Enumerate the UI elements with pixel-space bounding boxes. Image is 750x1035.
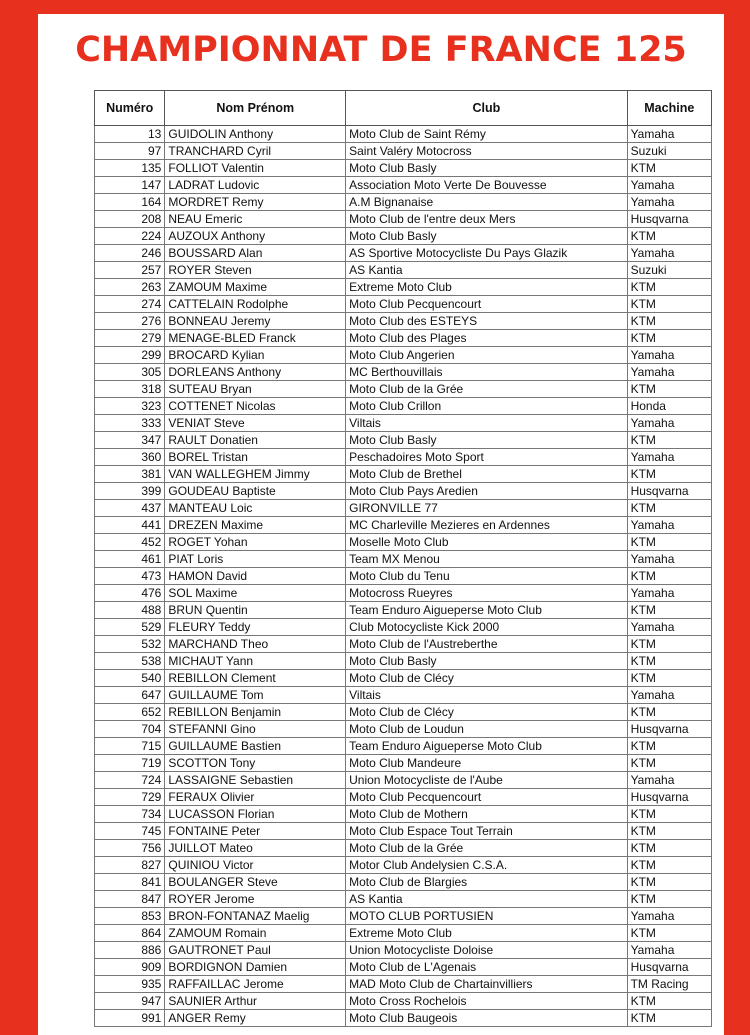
rider-machine: Yamaha [627,772,711,789]
rider-machine: Suzuki [627,143,711,160]
rider-name: COTTENET Nicolas [165,398,346,415]
rider-name: BOULANGER Steve [165,874,346,891]
rider-number: 97 [95,143,165,160]
rider-club: Moto Club de Brethel [346,466,627,483]
rider-club: Union Motocycliste de l'Aube [346,772,627,789]
rider-club: Club Motocycliste Kick 2000 [346,619,627,636]
rider-name: JUILLOT Mateo [165,840,346,857]
rider-name: BRON-FONTANAZ Maelig [165,908,346,925]
rider-number: 847 [95,891,165,908]
rider-club: Moto Club de Blargies [346,874,627,891]
rider-number: 164 [95,194,165,211]
rider-machine: Yamaha [627,942,711,959]
table-row [95,551,712,568]
rider-machine: KTM [627,432,711,449]
table-row [95,211,712,228]
rider-name: BOUSSARD Alan [165,245,346,262]
rider-number: 461 [95,551,165,568]
rider-number: 488 [95,602,165,619]
rider-name: SCOTTON Tony [165,755,346,772]
rider-name: FONTAINE Peter [165,823,346,840]
rider-name: FERAUX Olivier [165,789,346,806]
rider-machine: Yamaha [627,449,711,466]
rider-number: 305 [95,364,165,381]
rider-club: Moto Club Angerien [346,347,627,364]
table-row [95,704,712,721]
table-row [95,245,712,262]
rider-club: Moto Club de Clécy [346,670,627,687]
rider-machine: TM Racing [627,976,711,993]
rider-number: 333 [95,415,165,432]
rider-machine: Husqvarna [627,211,711,228]
rider-number: 886 [95,942,165,959]
table-row [95,1010,712,1027]
table-row [95,347,712,364]
rider-name: ANGER Remy [165,1010,346,1027]
rider-club: Moto Club Pecquencourt [346,296,627,313]
rider-club: Moto Club Basly [346,228,627,245]
rider-machine: Husqvarna [627,959,711,976]
table-row [95,160,712,177]
rider-number: 323 [95,398,165,415]
rider-club: Moto Club du Tenu [346,568,627,585]
rider-club: Peschadoires Moto Sport [346,449,627,466]
rider-machine: Yamaha [627,415,711,432]
rider-name: TRANCHARD Cyril [165,143,346,160]
rider-machine: Husqvarna [627,789,711,806]
rider-machine: KTM [627,925,711,942]
rider-number: 724 [95,772,165,789]
table-row [95,194,712,211]
rider-machine: KTM [627,602,711,619]
table-row [95,619,712,636]
table-row [95,398,712,415]
rider-number: 715 [95,738,165,755]
table-row [95,925,712,942]
rider-number: 734 [95,806,165,823]
rider-club: Team Enduro Aigueperse Moto Club [346,738,627,755]
rider-number: 704 [95,721,165,738]
rider-number: 246 [95,245,165,262]
rider-number: 279 [95,330,165,347]
rider-club: Moto Club Basly [346,653,627,670]
rider-machine: Husqvarna [627,483,711,500]
rider-number: 841 [95,874,165,891]
rider-club: Viltais [346,687,627,704]
rider-machine: KTM [627,330,711,347]
rider-machine: Husqvarna [627,721,711,738]
rider-name: ZAMOUM Romain [165,925,346,942]
table-row [95,993,712,1010]
table-row [95,517,712,534]
rider-name: BRUN Quentin [165,602,346,619]
rider-club: AS Kantia [346,262,627,279]
rider-name: LASSAIGNE Sebastien [165,772,346,789]
table-row [95,364,712,381]
rider-machine: KTM [627,466,711,483]
rider-machine: Yamaha [627,177,711,194]
table-row [95,891,712,908]
rider-name: ZAMOUM Maxime [165,279,346,296]
rider-machine: KTM [627,636,711,653]
rider-name: BORDIGNON Damien [165,959,346,976]
rider-number: 947 [95,993,165,1010]
rider-number: 263 [95,279,165,296]
rider-machine: Yamaha [627,687,711,704]
rider-club: Team MX Menou [346,551,627,568]
rider-name: ROYER Jerome [165,891,346,908]
rider-machine: Yamaha [627,551,711,568]
rider-club: Extreme Moto Club [346,279,627,296]
rider-club: MAD Moto Club de Chartainvilliers [346,976,627,993]
rider-number: 441 [95,517,165,534]
table-row [95,381,712,398]
rider-number: 652 [95,704,165,721]
rider-number: 756 [95,840,165,857]
rider-name: SAUNIER Arthur [165,993,346,1010]
table-row [95,738,712,755]
table-row [95,143,712,160]
rider-club: AS Kantia [346,891,627,908]
rider-club: GIRONVILLE 77 [346,500,627,517]
rider-name: FLEURY Teddy [165,619,346,636]
rider-number: 540 [95,670,165,687]
rider-club: Moto Club de Mothern [346,806,627,823]
table-row [95,568,712,585]
rider-club: Moto Club Mandeure [346,755,627,772]
rider-machine: Yamaha [627,347,711,364]
rider-name: QUINIOU Victor [165,857,346,874]
rider-machine: KTM [627,1010,711,1027]
rider-machine: KTM [627,670,711,687]
rider-name: ROGET Yohan [165,534,346,551]
table-row [95,415,712,432]
rider-name: REBILLON Benjamin [165,704,346,721]
rider-machine: KTM [627,806,711,823]
document-page [38,14,724,1035]
rider-number: 991 [95,1010,165,1027]
rider-name: ROYER Steven [165,262,346,279]
rider-club: Moto Club de Saint Rémy [346,126,627,143]
rider-club: Moto Club de la Grée [346,381,627,398]
rider-machine: Suzuki [627,262,711,279]
table-row [95,908,712,925]
table-row [95,602,712,619]
page-title: CHAMPIONNAT DE FRANCE 125 [75,30,687,70]
rider-machine: Yamaha [627,517,711,534]
table-row [95,976,712,993]
rider-number: 729 [95,789,165,806]
rider-club: AS Sportive Motocycliste Du Pays Glazik [346,245,627,262]
table-row [95,959,712,976]
rider-name: DORLEANS Anthony [165,364,346,381]
rider-name: REBILLON Clement [165,670,346,687]
rider-number: 935 [95,976,165,993]
rider-machine: KTM [627,296,711,313]
rider-number: 647 [95,687,165,704]
table-row [95,296,712,313]
table-row [95,228,712,245]
rider-number: 147 [95,177,165,194]
rider-club: Moselle Moto Club [346,534,627,551]
rider-club: Extreme Moto Club [346,925,627,942]
column-header-club: Club [346,91,627,126]
rider-number: 909 [95,959,165,976]
rider-name: MANTEAU Loic [165,500,346,517]
rider-machine: Yamaha [627,619,711,636]
table-row [95,636,712,653]
rider-machine: KTM [627,313,711,330]
rider-name: HAMON David [165,568,346,585]
rider-machine: KTM [627,653,711,670]
rider-number: 745 [95,823,165,840]
rider-club: MC Charleville Mezieres en Ardennes [346,517,627,534]
table-row [95,449,712,466]
rider-club: Moto Club des Plages [346,330,627,347]
rider-club: Moto Club des ESTEYS [346,313,627,330]
rider-machine: KTM [627,823,711,840]
table-header-row [95,91,712,126]
rider-machine: KTM [627,534,711,551]
rider-number: 135 [95,160,165,177]
table-row [95,534,712,551]
rider-name: SOL Maxime [165,585,346,602]
table-row [95,823,712,840]
rider-number: 347 [95,432,165,449]
rider-number: 257 [95,262,165,279]
rider-name: SUTEAU Bryan [165,381,346,398]
table-row [95,585,712,602]
table-row [95,721,712,738]
rider-number: 437 [95,500,165,517]
rider-machine: KTM [627,500,711,517]
rider-name: BOREL Tristan [165,449,346,466]
rider-name: BROCARD Kylian [165,347,346,364]
rider-name: NEAU Emeric [165,211,346,228]
rider-number: 538 [95,653,165,670]
table-row [95,279,712,296]
table-row [95,262,712,279]
rider-club: Moto Club Crillon [346,398,627,415]
rider-club: Moto Club de Loudun [346,721,627,738]
rider-machine: KTM [627,755,711,772]
table-row [95,126,712,143]
table-row [95,313,712,330]
rider-club: A.M Bignanaise [346,194,627,211]
table-row [95,857,712,874]
rider-club: Moto Club Espace Tout Terrain [346,823,627,840]
rider-machine: Yamaha [627,194,711,211]
rider-club: Motor Club Andelysien C.S.A. [346,857,627,874]
rider-club: Moto Club Pays Aredien [346,483,627,500]
table-row [95,330,712,347]
rider-number: 452 [95,534,165,551]
table-row [95,755,712,772]
rider-machine: KTM [627,738,711,755]
rider-machine: KTM [627,993,711,1010]
rider-number: 853 [95,908,165,925]
rider-club: Moto Club Baugeois [346,1010,627,1027]
rider-name: CATTELAIN Rodolphe [165,296,346,313]
rider-name: MENAGE-BLED Franck [165,330,346,347]
rider-number: 529 [95,619,165,636]
rider-club: Moto Club de l'entre deux Mers [346,211,627,228]
rider-name: RAFFAILLAC Jerome [165,976,346,993]
table-row [95,874,712,891]
table-row [95,840,712,857]
rider-name: GUILLAUME Bastien [165,738,346,755]
rider-name: GUIDOLIN Anthony [165,126,346,143]
rider-number: 532 [95,636,165,653]
rider-machine: Yamaha [627,585,711,602]
table-row [95,466,712,483]
rider-name: GOUDEAU Baptiste [165,483,346,500]
rider-club: MC Berthouvillais [346,364,627,381]
rider-number: 224 [95,228,165,245]
rider-name: AUZOUX Anthony [165,228,346,245]
rider-number: 274 [95,296,165,313]
rider-machine: KTM [627,381,711,398]
table-row [95,942,712,959]
column-header-nom-prenom: Nom Prénom [165,91,346,126]
rider-machine: Yamaha [627,245,711,262]
rider-name: STEFANNI Gino [165,721,346,738]
rider-machine: Yamaha [627,908,711,925]
rider-number: 360 [95,449,165,466]
table-row [95,687,712,704]
rider-club: Moto Cross Rochelois [346,993,627,1010]
rider-number: 399 [95,483,165,500]
rider-machine: Honda [627,398,711,415]
table-row [95,177,712,194]
rider-machine: KTM [627,704,711,721]
rider-number: 719 [95,755,165,772]
rider-machine: KTM [627,160,711,177]
rider-number: 381 [95,466,165,483]
rider-machine: KTM [627,857,711,874]
rider-machine: KTM [627,891,711,908]
rider-name: GUILLAUME Tom [165,687,346,704]
rider-name: MICHAUT Yann [165,653,346,670]
rider-number: 276 [95,313,165,330]
table-row [95,653,712,670]
rider-number: 827 [95,857,165,874]
rider-name: LUCASSON Florian [165,806,346,823]
rider-machine: Yamaha [627,126,711,143]
rider-club: Team Enduro Aigueperse Moto Club [346,602,627,619]
table-row [95,483,712,500]
rider-number: 318 [95,381,165,398]
rider-number: 299 [95,347,165,364]
rider-name: PIAT Loris [165,551,346,568]
column-header-machine: Machine [627,91,711,126]
rider-machine: KTM [627,840,711,857]
rider-name: BONNEAU Jeremy [165,313,346,330]
rider-name: RAULT Donatien [165,432,346,449]
rider-number: 13 [95,126,165,143]
rider-name: VAN WALLEGHEM Jimmy [165,466,346,483]
table-row [95,500,712,517]
rider-machine: KTM [627,279,711,296]
rider-club: Moto Club Pecquencourt [346,789,627,806]
table-row [95,806,712,823]
rider-club: Viltais [346,415,627,432]
rider-club: Moto Club Basly [346,432,627,449]
rider-machine: KTM [627,228,711,245]
rider-club: Moto Club de l'Austreberthe [346,636,627,653]
rider-name: FOLLIOT Valentin [165,160,346,177]
rider-club: Moto Club de la Grée [346,840,627,857]
rider-name: GAUTRONET Paul [165,942,346,959]
rider-club: MOTO CLUB PORTUSIEN [346,908,627,925]
rider-club: Moto Club de Clécy [346,704,627,721]
column-header-numero: Numéro [95,91,165,126]
rider-machine: KTM [627,874,711,891]
rider-club: Saint Valéry Motocross [346,143,627,160]
rider-machine: Yamaha [627,364,711,381]
rider-number: 473 [95,568,165,585]
rider-name: DREZEN Maxime [165,517,346,534]
rider-name: MARCHAND Theo [165,636,346,653]
table-row [95,772,712,789]
rider-machine: KTM [627,568,711,585]
rider-club: Moto Club Basly [346,160,627,177]
rider-club: Moto Club de L'Agenais [346,959,627,976]
rider-club: Association Moto Verte De Bouvesse [346,177,627,194]
table-row [95,789,712,806]
rider-name: VENIAT Steve [165,415,346,432]
rider-number: 208 [95,211,165,228]
rider-club: Motocross Rueyres [346,585,627,602]
rider-number: 476 [95,585,165,602]
table-row [95,670,712,687]
table-row [95,432,712,449]
rider-name: LADRAT Ludovic [165,177,346,194]
rider-number: 864 [95,925,165,942]
rider-name: MORDRET Remy [165,194,346,211]
riders-table [94,90,712,1027]
rider-club: Union Motocycliste Doloise [346,942,627,959]
